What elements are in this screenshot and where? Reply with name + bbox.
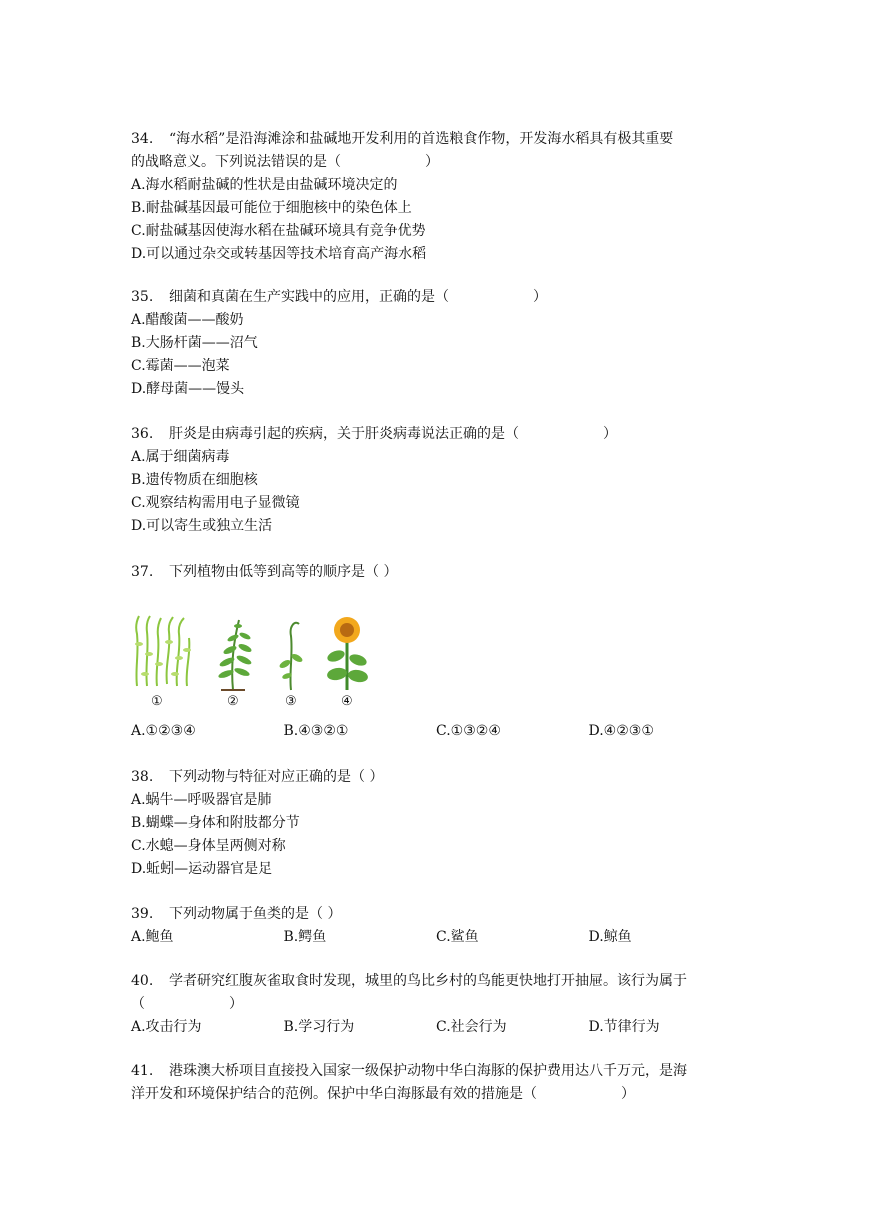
question-number: 34. xyxy=(131,131,154,147)
plant-label-2: ② xyxy=(227,694,239,709)
option-b[interactable]: B.④③②① xyxy=(283,723,349,739)
option-c[interactable]: C.观察结构需用电子显微镜 xyxy=(131,495,300,511)
question-number: 41. xyxy=(131,1063,154,1079)
option-c[interactable]: C.社会行为 xyxy=(436,1019,507,1035)
question-stem: 学者研究红腹灰雀取食时发现，城里的鸟比乡村的鸟能更快地打开抽屉。该行为属于 xyxy=(169,973,687,989)
option-c[interactable]: C.水螅—身体呈两侧对称 xyxy=(131,838,286,854)
option-b[interactable]: B.大肠杆菌——沼气 xyxy=(131,335,258,351)
question-37 xyxy=(131,561,741,584)
option-d[interactable]: D.酵母菌——馒头 xyxy=(131,381,245,397)
question-stem-cont: 的战略意义。下列说法错误的是（ ） xyxy=(131,154,439,170)
algae-leaves-icon xyxy=(135,640,191,676)
plant-figure xyxy=(131,614,391,694)
option-a[interactable]: A.①②③④ xyxy=(131,723,196,739)
question-35 xyxy=(131,286,741,401)
fern-icon xyxy=(217,620,252,690)
question-stem-cont: 洋开发和环境保护结合的范例。保护中华白海豚最有效的措施是（ ） xyxy=(131,1086,635,1102)
plant-label-1: ① xyxy=(151,694,163,709)
option-b[interactable]: B.遗传物质在细胞核 xyxy=(131,472,258,488)
plant-label-4: ④ xyxy=(341,694,353,709)
sunflower-icon xyxy=(326,617,369,690)
question-34 xyxy=(131,128,741,266)
question-stem: 下列植物由低等到高等的顺序是（ ） xyxy=(169,564,398,580)
question-stem: “海水稻”是沿海滩涂和盐碱地开发利用的首选粮食作物，开发海水稻具有极其重要 xyxy=(169,131,674,147)
sprout-icon xyxy=(278,623,303,690)
question-stem: 细菌和真菌在生产实践中的应用，正确的是（ ） xyxy=(169,289,547,305)
option-a[interactable]: A.海水稻耐盐碱的性状是由盐碱环境决定的 xyxy=(131,177,398,193)
option-b[interactable]: B.蝴蝶—身体和附肢都分节 xyxy=(131,815,300,831)
option-c[interactable]: C.鲨鱼 xyxy=(436,929,479,945)
option-a[interactable]: A.攻击行为 xyxy=(131,1019,202,1035)
plant-illustrations xyxy=(131,614,391,714)
option-d[interactable]: D.鲸鱼 xyxy=(588,929,632,945)
option-c[interactable]: C.①③②④ xyxy=(436,723,501,739)
option-d[interactable]: D.可以寄生或独立生活 xyxy=(131,518,273,534)
question-number: 39. xyxy=(131,906,154,922)
option-c[interactable]: C.耐盐碱基因使海水稻在盐碱环境具有竞争优势 xyxy=(131,223,426,239)
question-39 xyxy=(131,903,741,949)
question-37-options xyxy=(131,720,741,743)
option-d[interactable]: D.可以通过杂交或转基因等技术培育高产海水稻 xyxy=(131,246,427,262)
option-d[interactable]: D.节律行为 xyxy=(588,1019,660,1035)
question-number: 37. xyxy=(131,564,154,580)
plant-label-3: ③ xyxy=(285,694,297,709)
option-a[interactable]: A.蜗牛—呼吸器官是肺 xyxy=(131,792,272,808)
option-a[interactable]: A.属于细菌病毒 xyxy=(131,449,230,465)
question-38 xyxy=(131,766,741,881)
option-a[interactable]: A.醋酸菌——酸奶 xyxy=(131,312,244,328)
question-number: 35. xyxy=(131,289,154,305)
question-stem: 下列动物属于鱼类的是（ ） xyxy=(169,906,342,922)
option-b[interactable]: B.鳄鱼 xyxy=(283,929,327,945)
question-number: 40. xyxy=(131,973,154,989)
question-40 xyxy=(131,970,741,1039)
option-d[interactable]: D.蚯蚓—运动器官是足 xyxy=(131,861,273,877)
question-stem-cont: （ ） xyxy=(131,996,243,1012)
question-stem: 肝炎是由病毒引起的疾病，关于肝炎病毒说法正确的是（ ） xyxy=(169,426,617,442)
question-number: 36. xyxy=(131,426,154,442)
question-number: 38. xyxy=(131,769,154,785)
option-b[interactable]: B.学习行为 xyxy=(283,1019,355,1035)
option-d[interactable]: D.④②③① xyxy=(588,723,654,739)
option-b[interactable]: B.耐盐碱基因最可能位于细胞核中的染色体上 xyxy=(131,200,412,216)
option-c[interactable]: C.霉菌——泡菜 xyxy=(131,358,230,374)
question-41 xyxy=(131,1060,741,1106)
question-stem: 港珠澳大桥项目直接投入国家一级保护动物中华白海豚的保护费用达八千万元，是海 xyxy=(169,1063,687,1079)
option-a[interactable]: A.鲍鱼 xyxy=(131,929,174,945)
question-stem: 下列动物与特征对应正确的是（ ） xyxy=(169,769,384,785)
question-36 xyxy=(131,423,741,538)
